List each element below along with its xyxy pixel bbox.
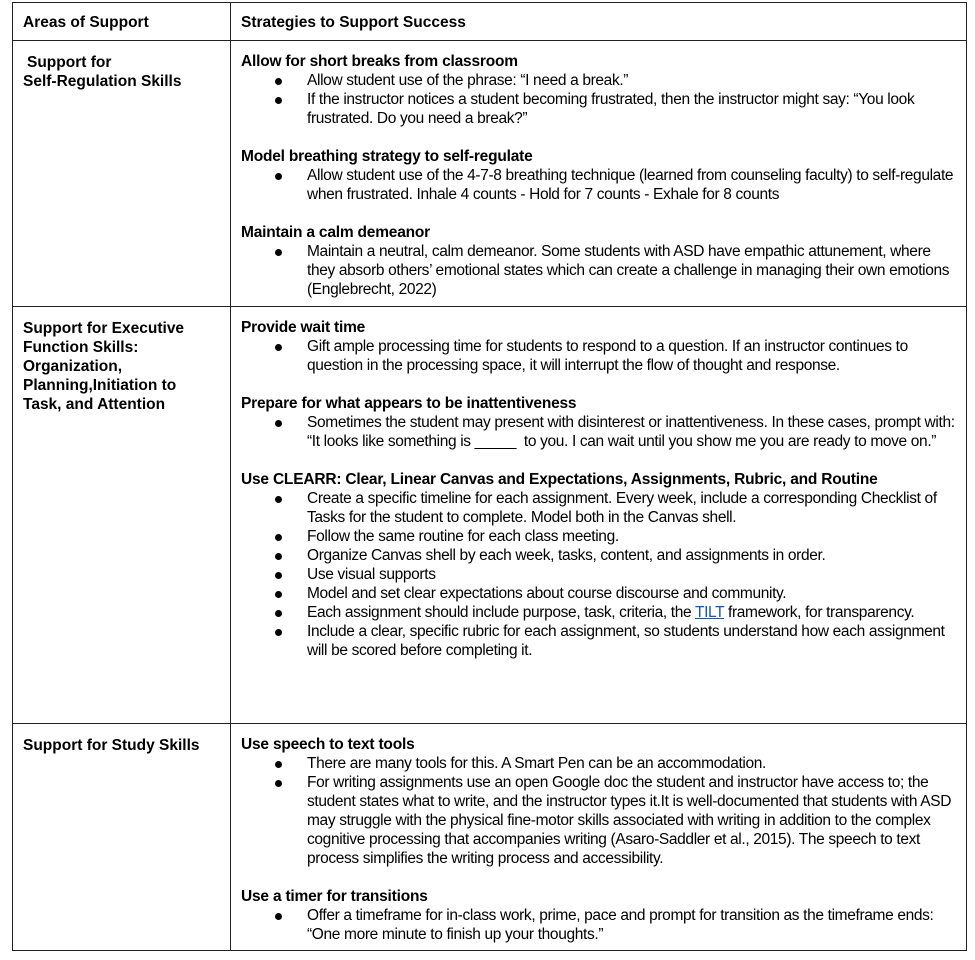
section-title: Model breathing strategy to self-regulate [241, 148, 533, 165]
section-title: Maintain a calm demeanor [241, 224, 431, 241]
list-item: Allow student use of the 4-7-8 breathing technique (learned from counseling faculty) to self-regulate when frustrated. Inhale 4 counts - Hold for 7 counts - Exhale for 8 counts [241, 166, 960, 204]
bullet-icon [275, 249, 282, 256]
list-item: Organize Canvas shell by each week, tasks, content, and assignments in order. [241, 546, 960, 565]
bullet-icon [275, 913, 282, 920]
list-item: For writing assignments use an open Google doc the student and instructor have access to; the student states what to write, and the instructor types it.It is well-documented that students with ASD may struggle with the physical fine-motor skills associated with writing in addition to the complex cognitive processing that accompanies writing (Asaro-Saddler et al., 2015). The speech to text process simplifies the writing process and accessibility. [241, 773, 960, 868]
strategy-section [241, 735, 960, 868]
list-item: Sometimes the student may present with disinterest or inattentiveness. In these cases, prompt with: “It looks like something is _____ to you. I can wait until you show me you are ready to move on.” [241, 413, 960, 451]
section-title: Provide wait time [241, 319, 366, 336]
section-title: Allow for short breaks from classroom [241, 53, 518, 70]
support-strategies-table [12, 2, 967, 951]
header-areas-of-support: Areas of Support [13, 3, 231, 41]
strategy-section [241, 394, 960, 451]
strategy-section [241, 52, 960, 128]
table-row [13, 41, 967, 307]
bullet-icon [275, 420, 282, 427]
bullet-icon [275, 97, 282, 104]
bullet-icon [275, 344, 282, 351]
list-item: Offer a timeframe for in-class work, prime, pace and prompt for transition as the timeframe ends: “One more minute to finish up your thoughts.” [241, 906, 960, 944]
bullet-icon [275, 761, 282, 768]
header-strategies: Strategies to Support Success [231, 3, 967, 41]
list-item: Use visual supports [241, 565, 960, 584]
list-item: Create a specific timeline for each assignment. Every week, include a corresponding Checklist of Tasks for the student to complete. Model both in the Canvas shell. [241, 489, 960, 527]
list-item: There are many tools for this. A Smart Pen can be an accommodation. [241, 754, 960, 773]
strategy-section [241, 470, 960, 660]
area-cell-self-regulation: Support for Self-Regulation Skills [13, 41, 231, 307]
bullet-icon [275, 173, 282, 180]
list-item: Maintain a neutral, calm demeanor. Some students with ASD have empathic attunement, where they absorb others’ emotional states which can create a challenge in managing their own emotions (Englebrecht, 2022) [241, 242, 960, 299]
section-title: Prepare for what appears to be inattentiveness [241, 395, 577, 412]
bullet-icon [275, 78, 282, 85]
table-row [13, 307, 967, 724]
list-item: If the instructor notices a student becoming frustrated, then the instructor might say: “You look frustrated. Do you need a break?” [241, 90, 960, 128]
bullet-icon [275, 629, 282, 636]
bullet-icon [275, 780, 282, 787]
strategy-section [241, 223, 960, 299]
strategies-cell [231, 724, 967, 951]
table-row [13, 724, 967, 951]
area-cell-study-skills: Support for Study Skills [13, 724, 231, 951]
header-row [13, 3, 967, 41]
strategy-section [241, 318, 960, 375]
bullet-icon [275, 496, 282, 503]
section-title: Use a timer for transitions [241, 888, 428, 905]
strategies-cell [231, 307, 967, 724]
bullet-icon [275, 610, 282, 617]
strategy-section [241, 147, 960, 204]
tilt-link[interactable]: TILT [694, 604, 725, 621]
list-item: Allow student use of the phrase: “I need a break.” [241, 71, 960, 90]
list-item: Gift ample processing time for students to respond to a question. If an instructor continues to question in the processing space, it will interrupt the flow of thought and response. [241, 337, 960, 375]
bullet-icon [275, 553, 282, 560]
section-title: Use CLEARR: Clear, Linear Canvas and Expectations, Assignments, Rubric, and Routine [241, 471, 878, 488]
strategies-cell [231, 41, 967, 307]
bullet-icon [275, 534, 282, 541]
list-item: Each assignment should include purpose, task, criteria, the TILT framework, for transparency. [241, 603, 960, 622]
list-item: Include a clear, specific rubric for each assignment, so students understand how each assignment will be scored before completing it. [241, 622, 960, 660]
bullet-icon [275, 572, 282, 579]
list-item: Follow the same routine for each class meeting. [241, 527, 960, 546]
section-title: Use speech to text tools [241, 736, 415, 753]
area-cell-executive-function: Support for Executive Function Skills: Organization, Planning,Initiation to Task, and Attention [13, 307, 231, 724]
list-item: Model and set clear expectations about course discourse and community. [241, 584, 960, 603]
bullet-icon [275, 591, 282, 598]
strategy-section [241, 887, 960, 944]
